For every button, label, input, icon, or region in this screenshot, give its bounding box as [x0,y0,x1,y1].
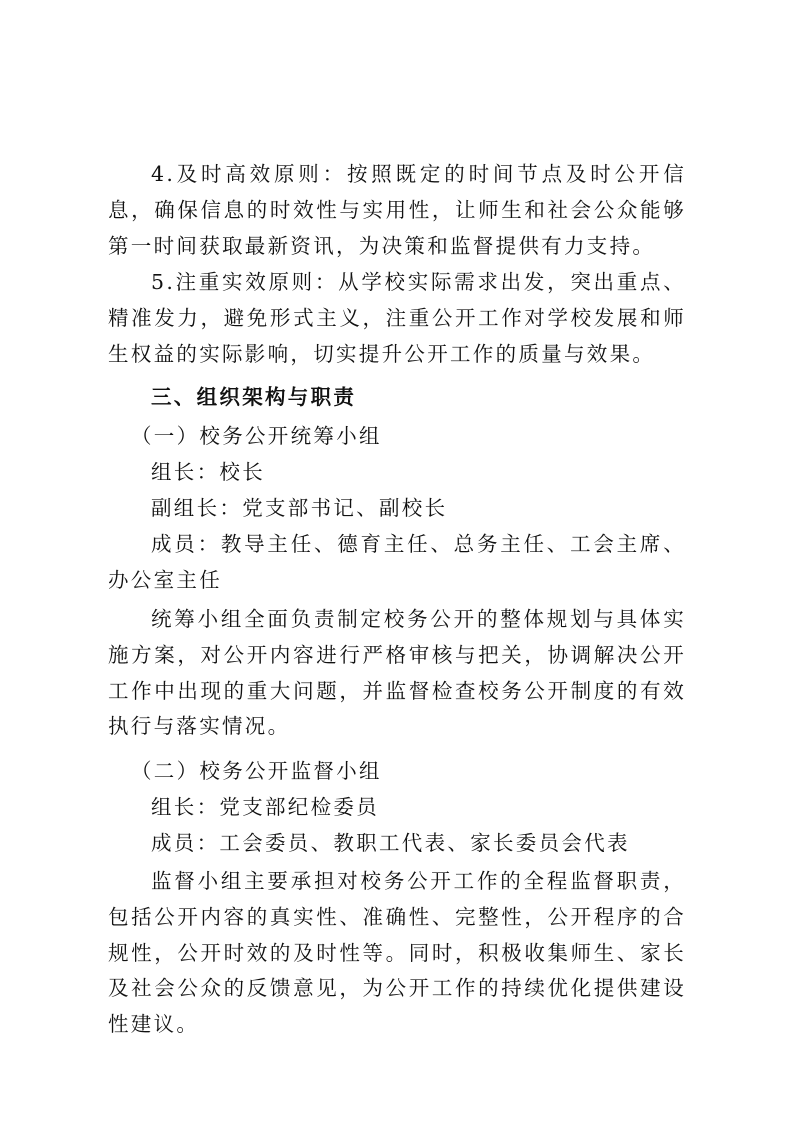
group2-leader: 组长：党支部纪检委员 [151,795,379,819]
group1-description: 统筹小组全面负责制定校务公开的整体规划与具体实施方案，对公开内容进行严格审核与把关，协调解决公开工作中出现的重大问题，并监督检查校务公开制度的有效执行与落实情况。 [108,607,686,739]
group2-title: （二）校务公开监督小组 [131,759,382,783]
group2-members: 成员：工会委员、教职工代表、家长委员会代表 [151,831,630,855]
group2-description: 监督小组主要承担对校务公开工作的全程监督职责，包括公开内容的真实性、准确性、完整性，公开程序的合规性，公开时效的及时性等。同时，积极收集师生、家长及社会公众的反馈意见，为公开工作的持续优化提供建设性建议。 [108,869,686,1037]
group1-deputy: 副组长：党支部书记、副校长 [151,496,448,520]
principle-5-paragraph: 5.注重实效原则：从学校实际需求出发，突出重点、精准发力，避免形式主义，注重公开工作对学校发展和师生权益的实际影响，切实提升公开工作的质量与效果。 [108,270,686,366]
group1-leader: 组长：校长 [151,460,265,484]
principle-4-paragraph: 4.及时高效原则：按照既定的时间节点及时公开信息，确保信息的时效性与实用性，让师生和社会公众能够第一时间获取最新资讯，为决策和监督提供有力支持。 [108,162,686,258]
group1-members: 成员：教导主任、德育主任、总务主任、工会主席、办公室主任 [108,532,686,592]
group1-title: （一）校务公开统筹小组 [131,424,382,448]
section-heading-org-structure: 三、组织架构与职责 [151,385,357,409]
